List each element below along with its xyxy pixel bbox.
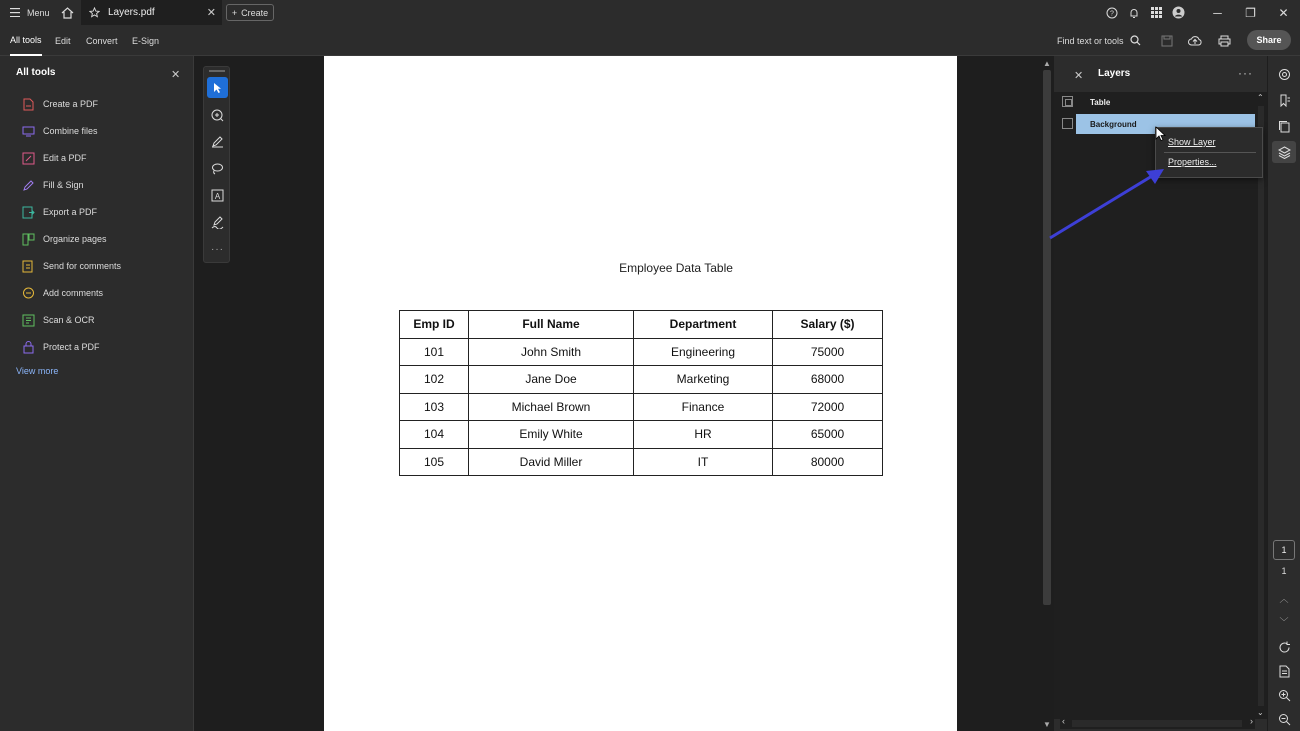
create-pdf-icon [22, 98, 35, 111]
table-header-cell: Full Name [469, 311, 634, 339]
table-row [400, 448, 883, 476]
total-pages: 1 [1281, 566, 1287, 576]
share-button[interactable]: Share [1247, 30, 1291, 50]
table-cell: 68000 [773, 366, 883, 394]
search-icon [1130, 35, 1141, 46]
employee-table [399, 310, 883, 476]
right-rail [1268, 56, 1300, 731]
all-tools-panel [0, 56, 194, 731]
layers-scrollbar[interactable] [1255, 92, 1267, 719]
table-cell: Jane Doe [469, 366, 634, 394]
bookmarks-panel-icon[interactable] [1272, 89, 1296, 111]
lasso-icon [211, 162, 224, 175]
create-button[interactable] [226, 4, 274, 21]
highlight-tool-button[interactable] [207, 131, 228, 152]
menu-all-tools[interactable]: All tools [10, 25, 42, 56]
rotate-icon[interactable] [1272, 636, 1296, 658]
menu-button[interactable] [0, 0, 52, 25]
close-window-button[interactable]: ✕ [1278, 5, 1289, 20]
tool-item-edit-a-pdf[interactable] [22, 149, 87, 167]
table-cell: 102 [400, 366, 469, 394]
tool-label: Protect a PDF [43, 342, 100, 352]
comments-panel-icon[interactable] [1272, 63, 1296, 85]
table-cell: 72000 [773, 393, 883, 421]
layers-hscrollbar[interactable] [1060, 718, 1255, 729]
table-cell: 104 [400, 421, 469, 449]
hamburger-icon [10, 8, 20, 17]
menu-divider [1164, 152, 1256, 153]
layers-title: Layers [1098, 68, 1131, 79]
bell-icon[interactable] [1123, 0, 1145, 25]
plus-icon: + [231, 7, 238, 18]
table-cell: 65000 [773, 421, 883, 449]
sign-tool-button[interactable] [207, 212, 228, 233]
document-scrollbar[interactable] [1041, 56, 1053, 731]
table-cell: 101 [400, 338, 469, 366]
table-cell: 103 [400, 393, 469, 421]
print-icon[interactable] [1214, 31, 1234, 51]
layer-row-table[interactable] [1054, 92, 1255, 112]
home-icon [61, 7, 74, 19]
layer-visibility-toggle[interactable] [1062, 118, 1073, 129]
cloud-upload-icon[interactable] [1185, 31, 1205, 51]
table-header-cell: Emp ID [400, 311, 469, 339]
menu-item-properties[interactable]: Properties... [1168, 157, 1217, 167]
tool-label: Scan & OCR [43, 315, 95, 325]
zoom-in-icon[interactable] [1272, 684, 1296, 706]
star-icon[interactable] [89, 7, 100, 18]
toolbar-grip[interactable] [209, 70, 225, 72]
cursor-icon [212, 82, 223, 94]
menu-label: Menu [27, 7, 50, 18]
scroll-up-icon[interactable]: ⌃ [1257, 93, 1264, 102]
close-tab-icon[interactable]: ✕ [206, 7, 216, 19]
home-button[interactable] [55, 0, 79, 25]
layer-context-menu [1155, 127, 1263, 178]
scroll-up-icon[interactable]: ▲ [1043, 59, 1051, 68]
tool-label: Combine files [43, 126, 98, 136]
text-box-icon [211, 189, 224, 202]
tool-item-add-comments[interactable] [22, 284, 103, 302]
previous-page-icon[interactable]: ︿ [1279, 593, 1289, 604]
find-label: Find text or tools [1057, 35, 1124, 46]
layers-scroll-thumb[interactable] [1258, 106, 1264, 706]
edit-pdf-icon [22, 152, 35, 165]
tab-title: Layers.pdf [108, 7, 155, 18]
tool-item-send-for-comments[interactable] [22, 257, 121, 275]
select-tool-button[interactable] [207, 77, 228, 98]
table-cell: Engineering [634, 338, 773, 366]
find-text-or-tools[interactable] [1057, 25, 1141, 56]
svg-text:A: A [214, 191, 221, 201]
table-cell: 75000 [773, 338, 883, 366]
tool-label: Export a PDF [43, 207, 98, 217]
account-icon[interactable] [1167, 0, 1189, 25]
table-cell: Michael Brown [469, 393, 634, 421]
next-page-icon[interactable]: ﹀ [1279, 616, 1289, 627]
menu-e-sign[interactable]: E-Sign [132, 35, 160, 46]
table-cell: HR [634, 421, 773, 449]
tool-item-scan-ocr[interactable] [22, 311, 95, 329]
title-bar [0, 0, 1300, 25]
table-row [400, 393, 883, 421]
organize-pages-icon [22, 233, 35, 246]
layer-visibility-toggle[interactable] [1062, 96, 1073, 107]
document-title: Employee Data Table [619, 261, 733, 275]
restore-button[interactable]: ❐ [1245, 5, 1256, 20]
tool-item-create-a-pdf[interactable] [22, 95, 98, 113]
minimize-button[interactable]: ─ [1213, 5, 1222, 20]
view-more-link[interactable]: View more [16, 366, 59, 376]
tool-item-protect-a-pdf[interactable] [22, 338, 100, 356]
pen-icon [211, 135, 224, 148]
zoom-out-icon[interactable] [1272, 708, 1296, 730]
layer-name: Table [1090, 97, 1111, 107]
page-fit-icon[interactable] [1272, 660, 1296, 682]
layers-hscroll-thumb[interactable] [1072, 720, 1242, 727]
table-cell: 80000 [773, 448, 883, 476]
table-cell: John Smith [469, 338, 634, 366]
menu-item-show-layer[interactable]: Show Layer [1168, 137, 1216, 147]
pdf-page[interactable] [324, 56, 957, 731]
draw-tool-button[interactable] [207, 158, 228, 179]
tool-item-organize-pages[interactable] [22, 230, 107, 248]
tool-label: Create a PDF [43, 99, 99, 109]
scroll-down-icon[interactable]: ▼ [1043, 720, 1051, 729]
protect-pdf-icon [22, 341, 35, 354]
quick-tools-toolbar [203, 66, 230, 263]
scroll-left-icon[interactable]: ‹ [1062, 716, 1065, 726]
table-cell: 105 [400, 448, 469, 476]
table-row [400, 338, 883, 366]
scroll-thumb[interactable] [1043, 70, 1051, 605]
document-tab[interactable] [81, 0, 222, 25]
table-cell: Finance [634, 393, 773, 421]
more-tools-icon[interactable]: ··· [211, 244, 224, 255]
tool-label: Organize pages [43, 234, 107, 244]
apps-grid-icon[interactable] [1145, 0, 1167, 25]
text-tool-button[interactable] [207, 185, 228, 206]
tool-item-combine-files[interactable] [22, 122, 98, 140]
svg-text:?: ? [1110, 10, 1114, 17]
save-icon[interactable] [1157, 31, 1177, 51]
menu-bar [0, 25, 1300, 56]
scan-ocr-icon [22, 314, 35, 327]
fill-sign-icon [22, 179, 35, 192]
add-comment-button[interactable] [207, 105, 228, 126]
table-cell: IT [634, 448, 773, 476]
table-cell: Emily White [469, 421, 634, 449]
table-header-cell: Salary ($) [773, 311, 883, 339]
menu-edit[interactable]: Edit [55, 35, 71, 46]
table-row [400, 421, 883, 449]
layers-options-icon[interactable]: ··· [1238, 66, 1253, 80]
scroll-down-icon[interactable]: ⌄ [1257, 708, 1264, 717]
tool-label: Edit a PDF [43, 153, 87, 163]
all-tools-title: All tools [16, 67, 56, 78]
tool-label: Send for comments [43, 261, 122, 271]
current-page-input[interactable]: 1 [1273, 540, 1295, 560]
export-pdf-icon [22, 206, 35, 219]
pages-panel-icon[interactable] [1272, 115, 1296, 137]
scroll-right-icon[interactable]: › [1250, 716, 1253, 726]
tool-label: Fill & Sign [43, 180, 84, 190]
tool-label: Add comments [43, 288, 104, 298]
tool-item-fill-sign[interactable] [22, 176, 84, 194]
combine-files-icon [22, 125, 35, 138]
create-label: Create [241, 7, 269, 18]
close-layers-icon[interactable]: ✕ [1074, 70, 1084, 82]
help-icon[interactable] [1101, 0, 1123, 25]
table-row [400, 366, 883, 394]
tool-item-export-a-pdf[interactable] [22, 203, 97, 221]
layer-name: Background [1076, 114, 1255, 134]
table-header-cell: Department [634, 311, 773, 339]
table-cell: Marketing [634, 366, 773, 394]
table-cell: David Miller [469, 448, 634, 476]
add-comments-icon [22, 287, 35, 300]
menu-convert[interactable]: Convert [86, 35, 118, 46]
close-panel-icon[interactable]: ✕ [171, 69, 181, 81]
signature-pen-icon [211, 216, 224, 229]
layers-list [1054, 92, 1255, 719]
send-comments-icon [22, 260, 35, 273]
layers-panel-icon[interactable] [1272, 141, 1296, 163]
comment-add-icon [211, 109, 224, 122]
